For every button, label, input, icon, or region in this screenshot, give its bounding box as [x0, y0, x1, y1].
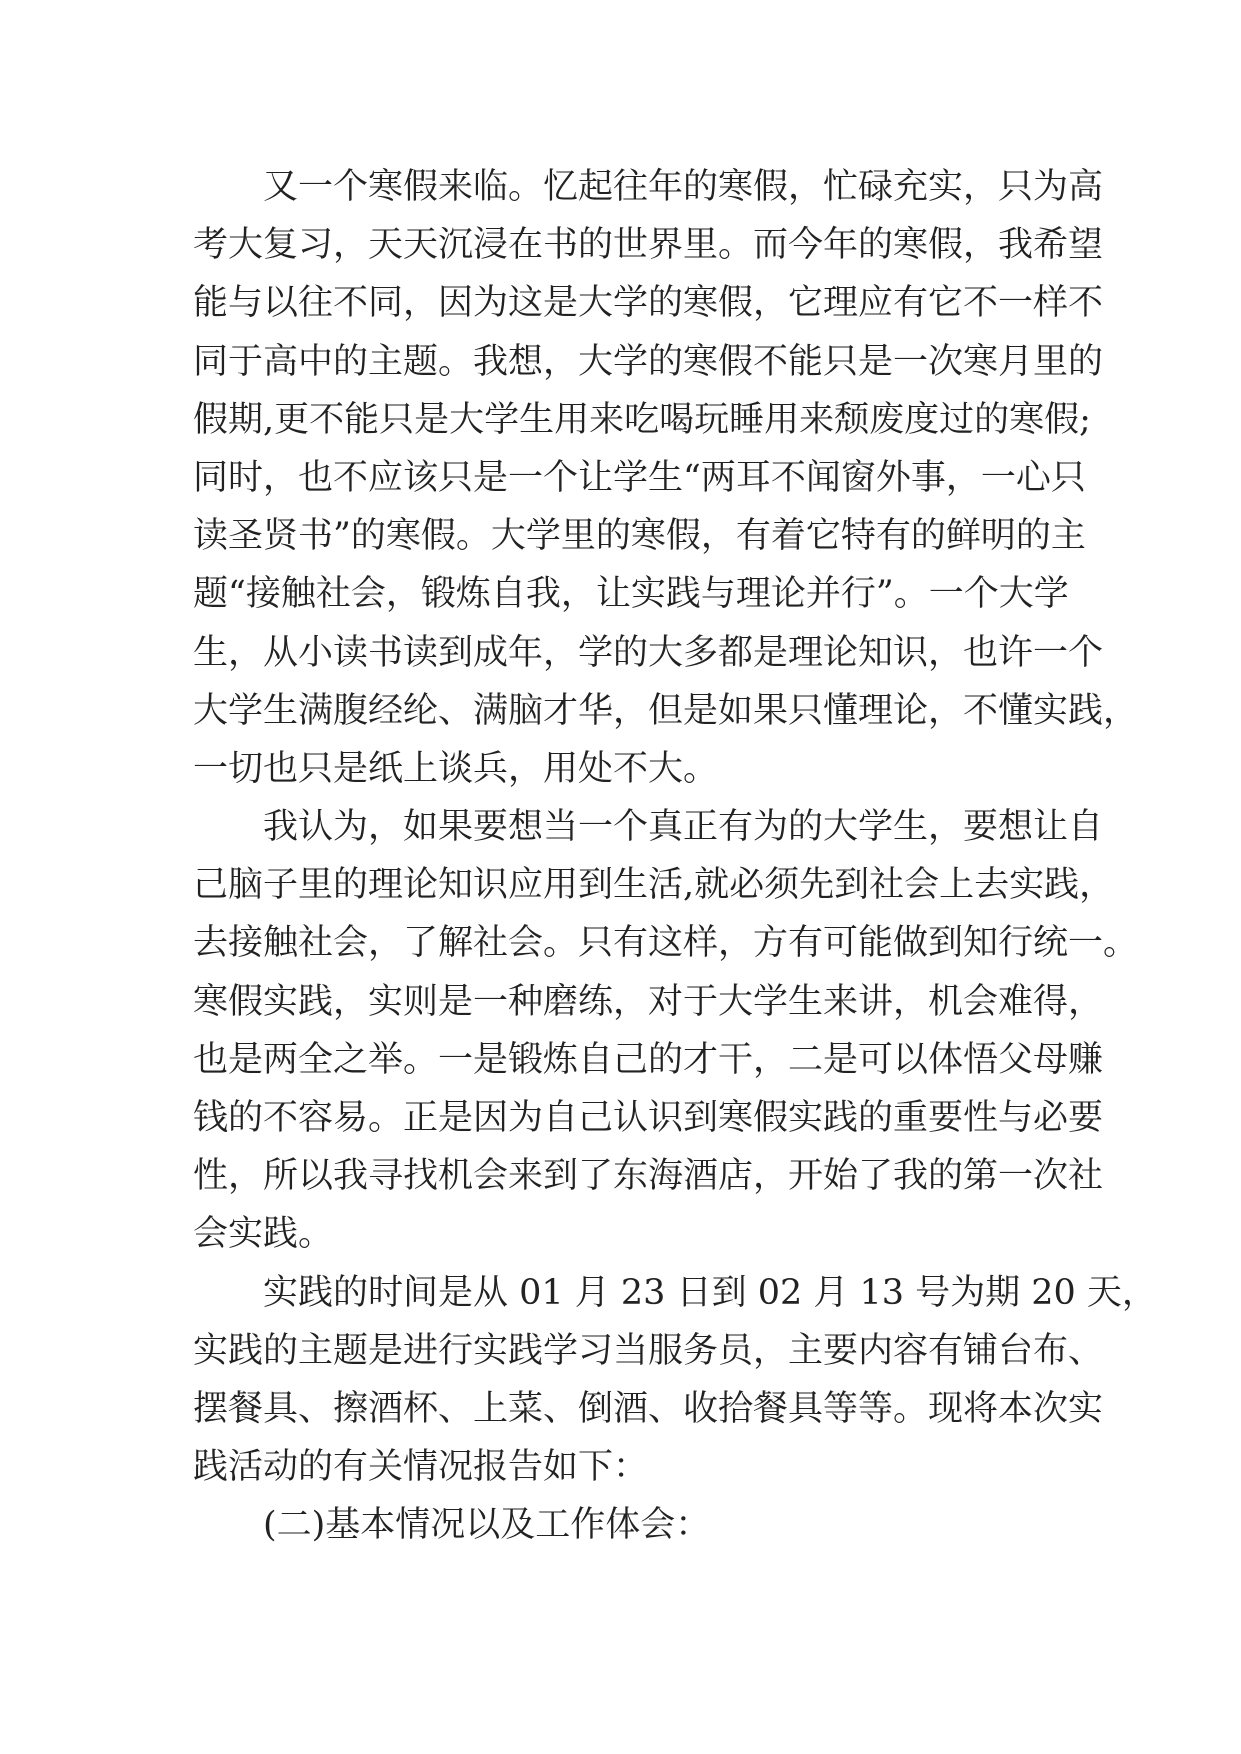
- paragraph-line: 能与以往不同，因为这是大学的寒假，它理应有它不一样不: [193, 283, 1104, 324]
- paragraph-line: 大学生满腹经纶、满脑才华，但是如果只懂理论，不懂实践，: [193, 690, 1139, 731]
- paragraph-line: 也是两全之举。一是锻炼自己的才干，二是可以体悟父母赚: [193, 1039, 1104, 1080]
- paragraph-line: 性，所以我寻找机会来到了东海酒店，开始了我的第一次社: [193, 1156, 1104, 1197]
- paragraph-line: 同时，也不应该只是一个让学生“两耳不闻窗外事，一心只: [193, 457, 1086, 498]
- paragraph-line: 实践的主题是进行实践学习当服务员，主要内容有铺台布、: [193, 1330, 1104, 1371]
- paragraph-3: [193, 1264, 1157, 1497]
- paragraph-line: 同于高中的主题。我想，大学的寒假不能只是一次寒月里的: [193, 341, 1104, 382]
- paragraph-line: 己脑子里的理论知识应用到生活,就必须先到社会上去实践，: [193, 865, 1115, 906]
- paragraph-line: 读圣贤书”的寒假。大学里的寒假，有着它特有的鲜明的主: [193, 516, 1086, 557]
- paragraph-line: 去接触社会，了解社会。只有这样，方有可能做到知行统一。: [193, 923, 1139, 964]
- section-heading: [193, 1496, 1053, 1554]
- paragraph-line: 生，从小读书读到成年，学的大多都是理论知识，也许一个: [193, 632, 1104, 673]
- paragraph-2: [193, 798, 1139, 1264]
- paragraph-line: 一切也只是纸上谈兵，用处不大。: [193, 748, 719, 789]
- paragraph-line: 摆餐具、擦酒杯、上菜、倒酒、收拾餐具等等。现将本次实: [193, 1388, 1104, 1429]
- paragraph-line: 会实践。: [193, 1214, 334, 1255]
- paragraph-line: 践活动的有关情况报告如下：: [193, 1447, 649, 1488]
- paragraph-line: 实践的时间是从 01 月 23 日到 02 月 13 号为期 20 天，: [263, 1272, 1157, 1313]
- paragraph-1: [193, 158, 1139, 798]
- paragraph-line: 又一个寒假来临。忆起往年的寒假，忙碌充实，只为高: [263, 167, 1104, 207]
- body-text: [193, 158, 1157, 1555]
- paragraph-line: 寒假实践，实则是一种磨练，对于大学生来讲，机会难得，: [193, 981, 1104, 1022]
- paragraph-line: 我认为，如果要想当一个真正有为的大学生，要想让自: [263, 807, 1104, 848]
- section-heading-text: (二)基本情况以及工作体会：: [263, 1505, 711, 1546]
- paragraph-line: 考大复习，天天沉浸在书的世界里。而今年的寒假，我希望: [193, 225, 1104, 266]
- paragraph-line: 钱的不容易。正是因为自己认识到寒假实践的重要性与必要: [193, 1098, 1104, 1138]
- paragraph-line: 假期,更不能只是大学生用来吃喝玩睡用来颓废度过的寒假;: [193, 399, 1091, 440]
- paragraph-line: 题“接触社会，锻炼自我，让实践与理论并行”。一个大学: [193, 574, 1069, 615]
